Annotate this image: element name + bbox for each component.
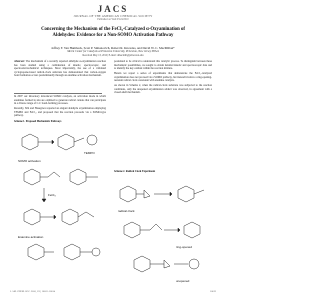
author-list: Jeffrey F. Van Humbeck, Scott P. Simonovich, Robert R. Knowles, and David W. C. MacMillan* bbox=[51, 46, 175, 50]
arrowhead bbox=[42, 199, 46, 202]
ring bbox=[120, 186, 136, 202]
article-title bbox=[14, 27, 212, 39]
arrowhead bbox=[178, 228, 180, 232]
right-paragraph-1: postulated to be critical to understand this catalytic process. To distinguish between these mechanistic possibilities, we sought to obtain detailed kinetic and spectroscopic data and to identify the key oxidant within the reaction mixture. bbox=[114, 60, 212, 71]
tempo-ring bbox=[189, 259, 199, 269]
right-paragraph-3: As shown in Scheme 2, when the radical-clock substrate was subjected to the reaction conditions, only the unopened oxyamination adduct was observed, in agreement with a closed-shell mechanism. bbox=[114, 83, 212, 95]
title-line-1: Concerning the Mechanism of the FeCl₃-Catalyzed α-Oxyamination of bbox=[41, 27, 185, 32]
scheme-2-caption: Scheme 2. Radical Clock Experiment bbox=[114, 170, 156, 173]
bond bbox=[194, 190, 204, 194]
ring bbox=[70, 169, 86, 185]
scheme-2 bbox=[114, 170, 214, 290]
left-body bbox=[14, 95, 106, 119]
ring bbox=[28, 244, 44, 260]
ring bbox=[124, 222, 140, 238]
abstract-label: Abstract: bbox=[14, 60, 25, 63]
ring bbox=[24, 169, 40, 185]
scheme-2-label-opened: ring-opened bbox=[176, 245, 193, 249]
scheme-2-label-clock: radical clock bbox=[118, 209, 135, 213]
left-paragraph-2: Recently, Sibi and Hasegawa reported an elegant aldehyde oxyamination employing TEMPO and FeCl₃, and proposed that the reaction proceeds via a SOMO-type pathway. bbox=[14, 106, 106, 118]
scheme-1-caption: Scheme 1. Proposed Mechanistic Pathways bbox=[14, 120, 62, 123]
journal-logo: JACS bbox=[97, 4, 129, 14]
publication-date: Published on Web 03/24/2010 bbox=[97, 18, 129, 21]
left-paragraph-1: In 2007 our laboratory introduced SOMO catalysis, an activation mode in which enamines formed in situ are oxidized to generate radical cations that can participate in a diverse range of C-C bond-forming processes. bbox=[14, 95, 106, 106]
journal-name: JOURNAL OF THE AMERICAN CHEMICAL SOCIETY bbox=[73, 14, 153, 18]
scheme-label-somo: SOMO activation bbox=[18, 159, 41, 163]
scheme-2-diagram bbox=[114, 176, 214, 288]
cyclopropane bbox=[164, 260, 170, 268]
ring bbox=[134, 256, 150, 272]
bond bbox=[74, 138, 84, 142]
abstract-divider bbox=[14, 93, 102, 94]
footer-citation: J. AM. CHEM. SOC. 2010, 132, 10012–10014 bbox=[10, 290, 55, 293]
received-line: Received May 13, 2010; E-mail: dmacmill@princeton.edu bbox=[82, 54, 144, 57]
title-line-2: Aldehydes: Evidence for a Non-SOMO Activation Pathway bbox=[52, 33, 174, 38]
journal-header bbox=[0, 4, 226, 22]
ring bbox=[24, 209, 40, 225]
cyclopropane bbox=[144, 190, 150, 198]
arrowhead bbox=[52, 140, 54, 144]
bond bbox=[150, 224, 156, 230]
bond bbox=[78, 212, 86, 217]
scheme-label-fecl3: FeCl₃ bbox=[48, 193, 56, 197]
scheme-label-enamine: Enamine activation bbox=[18, 235, 44, 239]
ring bbox=[184, 222, 200, 238]
right-paragraph-2: Herein we report a series of experiments that demonstrate the FeCl₃-catalyzed oxyamination does not proceed via a SOMO pathway, but instead involves a ring-opening-resistant radical clock consistent with enamine catalysis. bbox=[114, 71, 212, 83]
scheme-2-label-unopened: unopened bbox=[176, 279, 190, 283]
ring bbox=[62, 209, 78, 225]
page-number: 10012 bbox=[210, 290, 216, 293]
tempo-ring bbox=[92, 248, 100, 256]
bond bbox=[86, 212, 94, 217]
bond bbox=[48, 172, 54, 177]
ring bbox=[178, 186, 194, 202]
scheme-1 bbox=[14, 120, 106, 287]
cyclohexane-ring bbox=[22, 134, 38, 150]
affiliation: Merck Center for Catalysis at Princeton University, Princeton, New Jersey 08544 bbox=[67, 50, 159, 53]
tempo-ring bbox=[87, 135, 97, 145]
scheme-1-diagram bbox=[14, 128, 106, 283]
arrowhead bbox=[170, 192, 172, 196]
scheme-label-tempo: TEMPO bbox=[84, 151, 95, 155]
left-column bbox=[14, 60, 106, 79]
bond bbox=[54, 172, 60, 177]
page-footer bbox=[10, 290, 216, 293]
abstract-text: The mechanism of a recently reported aldehyde α-oxyamination reaction has been studied using a combination of kinetic, spectroscopic, and spectroelectrochemical techniques. Most importantly, the use of a validated cyclopropane-based radical-clock substrate has demonstrated that carbon-oxygen bond formation occurs predominantly through an enamine activation mechanism. bbox=[14, 60, 106, 78]
enamine-ring bbox=[58, 134, 74, 150]
arrowhead bbox=[54, 215, 56, 219]
bond bbox=[156, 224, 162, 230]
ring bbox=[64, 244, 80, 260]
abstract bbox=[14, 60, 106, 78]
right-column bbox=[114, 60, 212, 96]
